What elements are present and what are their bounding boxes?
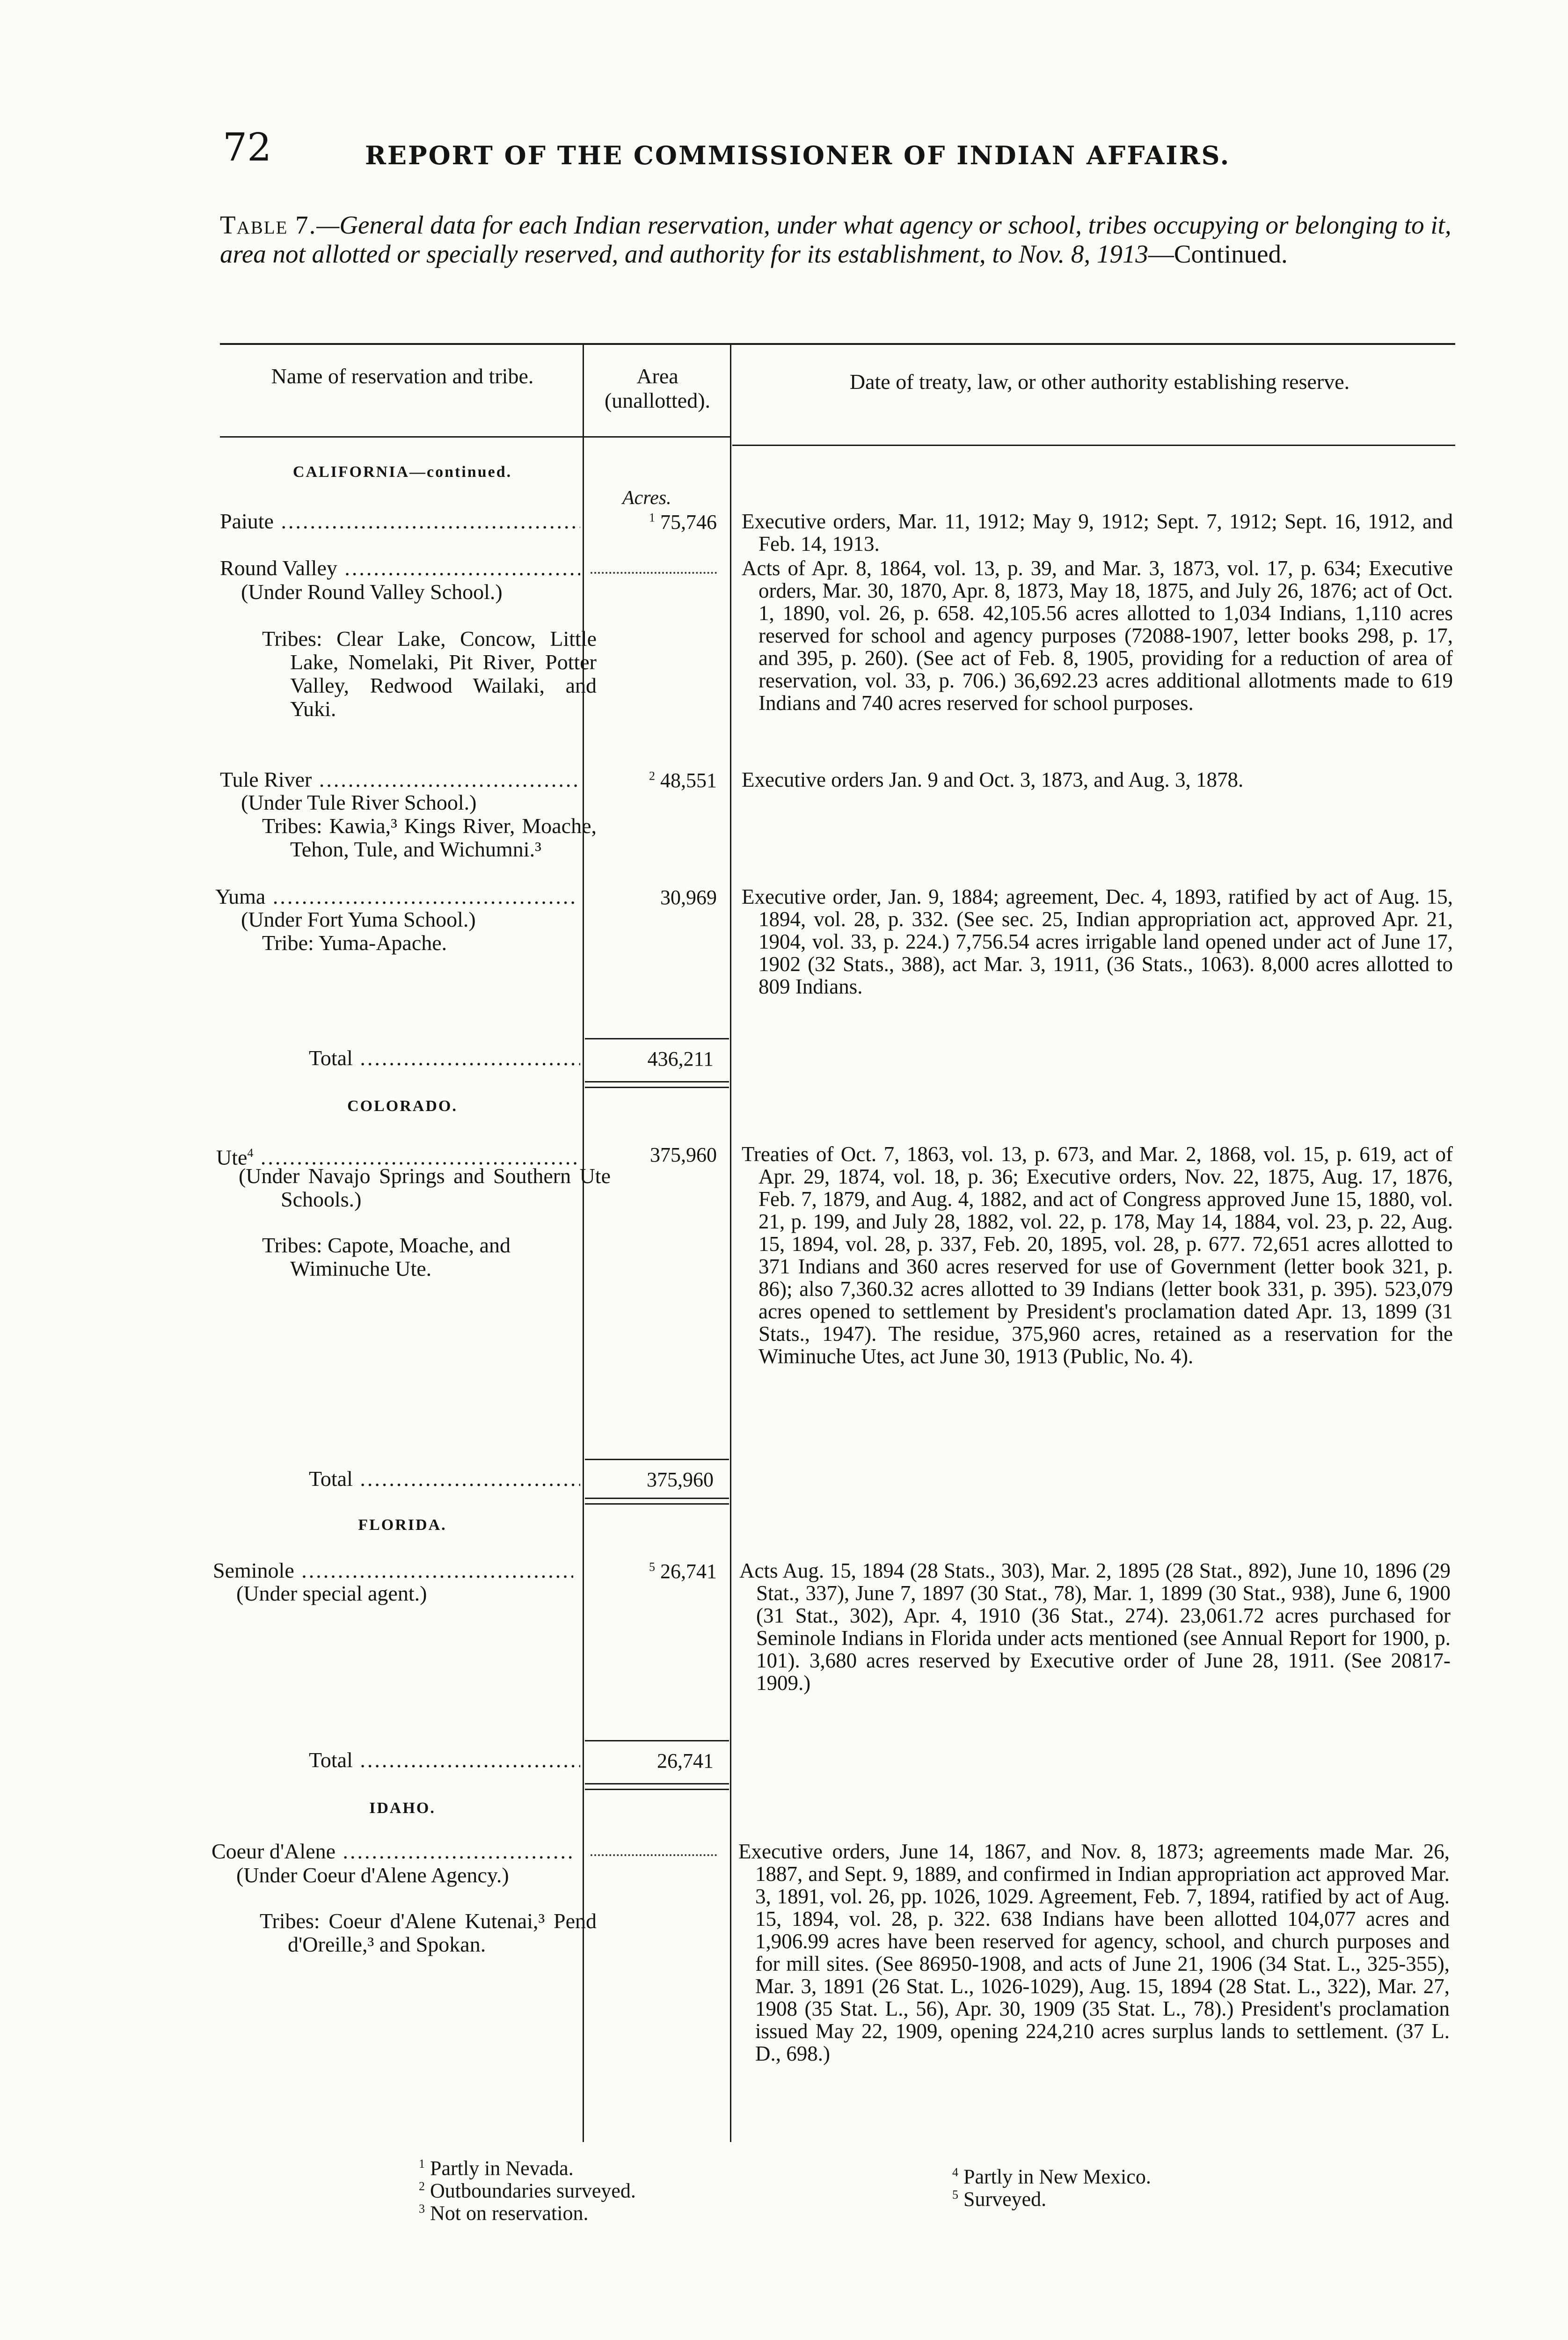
authority-yuma: Executive order, Jan. 9, 1884; agreement, Dec. 4, 1893, ratified by act of Aug. 15, 1894, vol. 28, p. 332. (See sec. 25, Indian appropriation act, approved Apr. 21, 1904, vol. 33, p. 224.) 7,756.54 acres irrigable land opened under act of June 17, 1902 (32 Stats., 388), act Mar. 3, 1911, (36 Stats., 1063). 8,000 acres allotted to 809 Indians.	[742, 885, 1453, 998]
area-coeur-dalene-blank	[591, 1854, 717, 1856]
caption-suffix: —Continued.	[1148, 240, 1288, 268]
total-california: 436,211	[647, 1047, 714, 1070]
total-rule-top-colorado	[585, 1459, 729, 1460]
table-top-rule	[220, 343, 1455, 345]
total-rule-top-california	[585, 1038, 729, 1039]
authority-round-valley: Acts of Apr. 8, 1864, vol. 13, p. 39, and Mar. 3, 1873, vol. 17, p. 634; Executive orders, Mar. 30, 1870, Apr. 8, 1873, May 18, 1875, and July 26, 1876; act of Oct. 1, 1890, vol. 26, p. 658. 42,105.56 acres allotted to 1,034 Indians, 1,110 acres reserved for school and agency purposes (72088-1907, letter books 298, p. 17, and 395, p. 260). (See act of Feb. 8, 1905, providing for a reduction of area of reservation, vol. 33, p. 706.) 36,692.23 acres additional allotments made to 619 Indians and 740 acres reserved for school purposes.	[742, 556, 1453, 715]
column-header-area: Area (unallotted).	[604, 364, 711, 412]
agency-tule-river: (Under Tule River School.)	[241, 790, 477, 814]
reservation-coeur-dalene: Coeur d'Alene .....	[211, 1839, 572, 1864]
caption-label: Table 7.	[220, 211, 317, 239]
reservation-seminole: Seminole .....	[213, 1558, 573, 1583]
area-round-valley-blank	[591, 572, 717, 574]
tribes-ute: Tribes: Capote, Moache, and Wiminuche Ute.	[262, 1233, 511, 1280]
total-rule-bottom-florida-2	[585, 1789, 729, 1790]
tribes-yuma: Tribe: Yuma-Apache.	[262, 931, 447, 955]
reservation-ute: Ute$^4$ .....	[216, 1141, 576, 1170]
authority-coeur-dalene: Executive orders, June 14, 1867, and Nov. 8, 1873; agreements made Mar. 26, 1887, and Sept. 9, 1889, and confirmed in Indian appropriation act approved Mar. 3, 1891, vol. 26, pp. 1026, 1029. Agreement, Feb. 7, 1894, ratified by act of Aug. 15, 1894, vol. 28, p. 322. 638 Indians have been allotted 104,077 acres and 1,906.99 acres have been reserved for agency, school, and church purposes and for mill sites. (See 86950-1908, and acts of June 21, 1906 (34 Stat. L., 325-355), Mar. 3, 1891 (26 Stat. L., 1026-1029), Aug. 15, 1894 (28 Stat. L., 322), Mar. 27, 1908 (35 Stat. L., 56), Apr. 30, 1909 (35 Stat. L., 78).) President's proclamation issued May 22, 1909, opening 224,210 acres surplus lands to settlement. (37 L. D., 698.)	[738, 1840, 1450, 2065]
footnote-3: $^3$ Not on reservation.	[419, 2201, 589, 2225]
reservation-paiute: Paiute .....	[220, 509, 580, 534]
reservation-round-valley: Round Valley .....	[220, 556, 580, 580]
tribes-tule-river: Tribes: Kawia,³ Kings River, Moache, Tehon, Tule, and Wichumni.³	[262, 814, 597, 861]
running-title: REPORT OF THE COMMISSIONER OF INDIAN AFFAIRS.	[365, 140, 1231, 170]
total-rule-bottom-california-1	[585, 1081, 729, 1082]
authority-tule-river: Executive orders Jan. 9 and Oct. 3, 1873, and Aug. 3, 1878.	[742, 768, 1244, 791]
tribes-coeur-dalene: Tribes: Coeur d'Alene Kutenai,³ Pend d'Oreille,³ and Spokan.	[260, 1909, 597, 1956]
tribes-round-valley: Tribes: Clear Lake, Concow, Little Lake, Nomelaki, Pit River, Potter Valley, Redwood Wailaki, and Yuki.	[262, 627, 597, 721]
area-unit-label: Acres.	[622, 487, 671, 509]
caption-text: —General data for each Indian reservation, under what agency or school, tribes occupying or belonging to it, area not allotted or specially reserved, and authority for its establishment, to Nov. 8, 1913	[220, 211, 1451, 268]
total-rule-bottom-colorado-2	[585, 1503, 729, 1505]
area-seminole: $^5$ 26,741	[649, 1560, 717, 1583]
area-ute: 375,960	[650, 1143, 717, 1166]
authority-seminole: Acts Aug. 15, 1894 (28 Stats., 303), Mar. 2, 1895 (28 Stat., 892), June 10, 1896 (29 Stat., 337), June 7, 1897 (30 Stat., 78), Mar. 1, 1899 (30 Stat., 938), June 6, 1900 (31 Stat., 302), Apr. 4, 1910 (36 Stat., 274). 23,061.72 acres purchased for Seminole Indians in Florida under acts mentioned (see Annual Report for 1900, p. 101). 3,680 acres reserved by Executive order of June 28, 1911. (See 20817-1909.)	[739, 1559, 1451, 1695]
reservation-yuma: Yuma .....	[215, 885, 576, 909]
agency-seminole: (Under special agent.)	[236, 1581, 427, 1605]
column-header-authority: Date of treaty, law, or other authority establishing reserve.	[849, 370, 1350, 394]
agency-round-valley: (Under Round Valley School.)	[241, 580, 503, 604]
total-colorado: 375,960	[647, 1468, 714, 1491]
header-bottom-rule-left	[220, 436, 731, 438]
footnote-4: $^4$ Partly in New Mexico.	[952, 2165, 1151, 2188]
area-tule-river: $^2$ 48,551	[649, 769, 717, 792]
area-paiute: $^1$ 75,746	[649, 511, 717, 534]
column-divider-2	[730, 345, 731, 2142]
total-label-colorado: Total .....	[309, 1467, 580, 1491]
page-number: 72	[223, 125, 272, 170]
footnote-5: $^5$ Surveyed.	[952, 2187, 1047, 2211]
state-heading-florida: FLORIDA.	[358, 1516, 447, 1534]
total-florida: 26,741	[657, 1749, 714, 1772]
total-label-california: Total .....	[309, 1046, 580, 1070]
header-bottom-rule-right	[732, 445, 1455, 446]
total-rule-top-florida	[585, 1740, 729, 1741]
state-heading-colorado: COLORADO.	[347, 1097, 458, 1115]
total-label-florida: Total .....	[309, 1748, 580, 1772]
agency-ute: (Under Navajo Springs and Southern Ute Schools.)	[239, 1164, 611, 1211]
agency-yuma: (Under Fort Yuma School.)	[241, 907, 476, 931]
total-rule-bottom-california-2	[585, 1087, 729, 1088]
authority-paiute: Executive orders, Mar. 11, 1912; May 9, 1912; Sept. 7, 1912; Sept. 16, 1912, and Feb. 14, 1913.	[742, 510, 1453, 556]
agency-coeur-dalene: (Under Coeur d'Alene Agency.)	[236, 1863, 509, 1887]
total-rule-bottom-colorado-1	[585, 1498, 729, 1499]
state-heading-california: CALIFORNIA—continued.	[292, 463, 512, 481]
total-rule-bottom-florida-1	[585, 1783, 729, 1784]
area-yuma: 30,969	[660, 886, 717, 909]
table-caption	[220, 211, 1455, 269]
reservation-tule-river: Tule River .....	[220, 768, 580, 792]
footnote-2: $^2$ Outboundaries surveyed.	[419, 2179, 636, 2202]
authority-ute: Treaties of Oct. 7, 1863, vol. 13, p. 673, and Mar. 2, 1868, vol. 15, p. 619, act of Apr. 29, 1874, vol. 18, p. 36; Executive orders, Nov. 22, 1875, Aug. 17, 1876, Feb. 7, 1879, and Aug. 4, 1882, and act of Congress approved June 15, 1880, vol. 21, p. 199, and July 28, 1882, vol. 22, p. 178, May 14, 1884, vol. 23, p. 22, Aug. 15, 1894, vol. 28, p. 337, Feb. 20, 1895, vol. 28, p. 677. 72,651 acres allotted to 371 Indians and 360 acres reserved for use of Government (letter book 321, p. 86); also 7,360.32 acres allotted to 39 Indians (letter book 331, p. 395). 523,079 acres opened to settlement by President's proclamation dated Apr. 13, 1899 (31 Stats., 1947). The residue, 375,960 acres, retained as a reservation for the Wiminuche Utes, act June 30, 1913 (Public, No. 4).	[742, 1142, 1453, 1368]
state-heading-idaho: IDAHO.	[369, 1799, 436, 1817]
footnote-1: $^1$ Partly in Nevada.	[419, 2157, 574, 2180]
column-header-name: Name of reservation and tribe.	[271, 364, 534, 388]
